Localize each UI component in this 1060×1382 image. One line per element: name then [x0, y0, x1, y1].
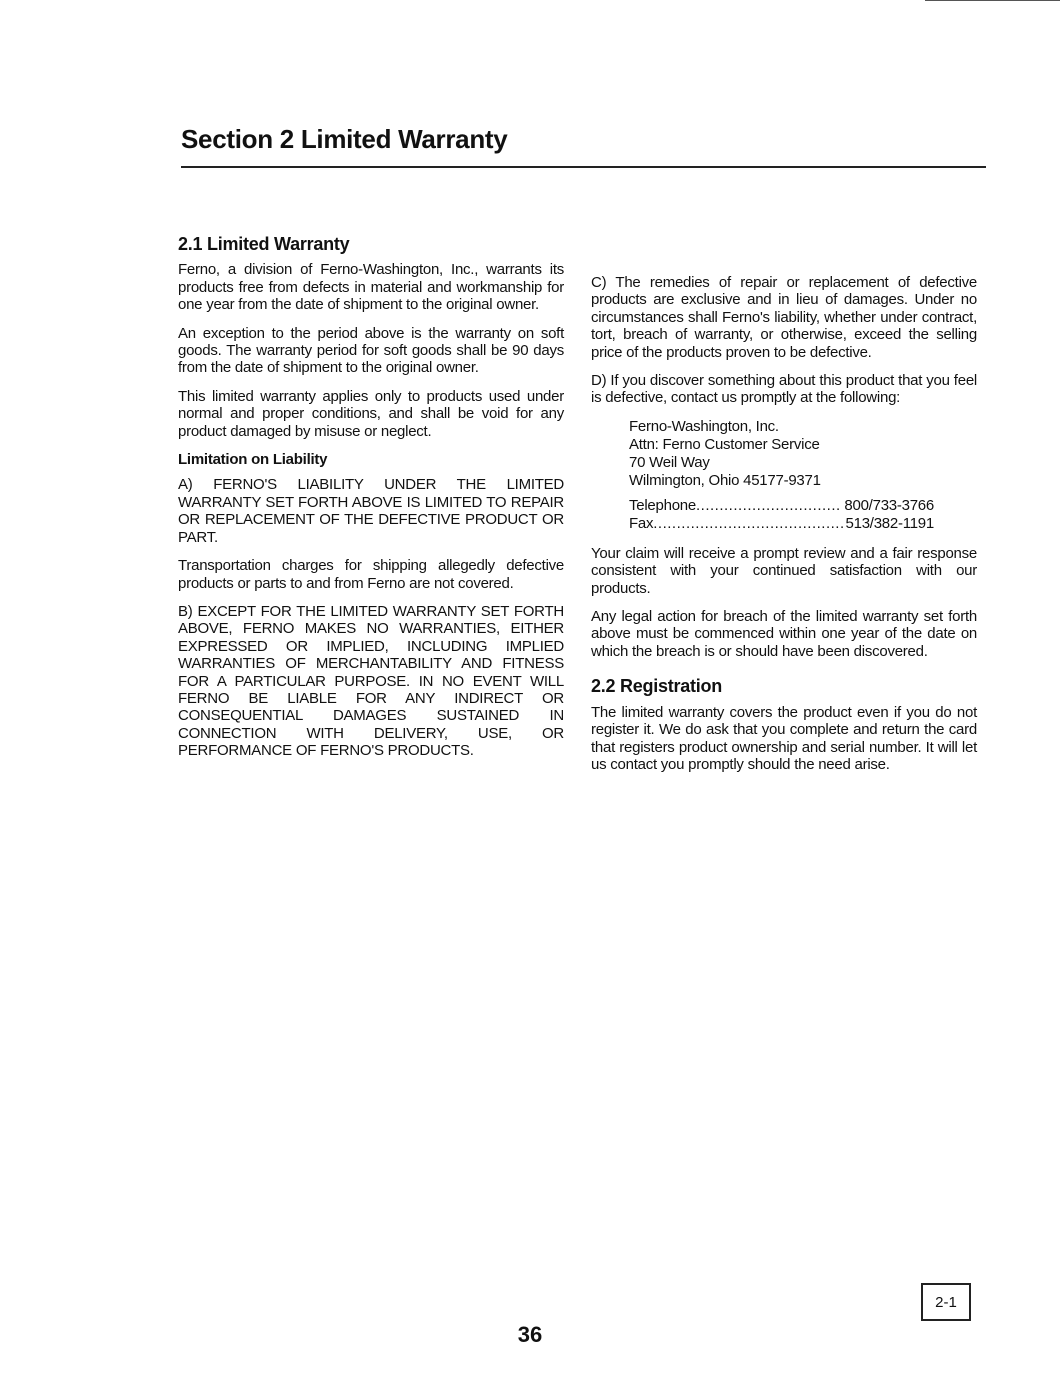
top-edge-rule [925, 0, 1060, 1]
mailing-address [629, 418, 977, 490]
right-column [591, 274, 977, 784]
registration-paragraph: The limited warranty covers the product even if you do not register it. We do ask that you complete and return the card that registers product ownership and serial number. It will let us contact you promptly should the need arise. [591, 703, 977, 773]
transportation-paragraph: Transportation charges for shipping allegedly defective products or parts to and from Ferno are not covered. [178, 557, 564, 592]
address-line-street: 70 Weil Way [629, 453, 710, 471]
registration-heading: 2.2 Registration [591, 676, 723, 697]
contact-d-paragraph: D) If you discover something about this product that you feel is defective, contact us promptly at the following: [591, 372, 977, 407]
address-line-city: Wilmington, Ohio 45177-9371 [629, 471, 821, 489]
remedies-c-paragraph: C) The remedies of repair or replacement of defective products are exclusive and in lieu of damages. Under no circumstances shall Ferno's liability, whether under contract, tort, breach of warranty, or otherwise, exceed the selling price of the products proven to be defective. [591, 274, 977, 361]
limited-warranty-heading: 2.1 Limited Warranty [178, 234, 350, 254]
address-line-company: Ferno-Washington, Inc. [629, 417, 779, 435]
contact-numbers [629, 497, 934, 533]
dot-leader [696, 497, 842, 515]
section-title-rule [181, 166, 986, 168]
liability-heading: Limitation on Liability [178, 451, 328, 469]
section-title: Section 2 Limited Warranty [181, 124, 508, 154]
page-number: 36 [517, 1322, 543, 1347]
fax-row [629, 515, 934, 533]
liability-b-paragraph: B) EXCEPT FOR THE LIMITED WARRANTY SET FORTH ABOVE, FERNO MAKES NO WARRANTIES, EITHER EXPRESSED OR IMPLIED, INCLUDING IMPLIED WARRANTIES OF MERCHANTABILITY AND FITNESS FOR A PARTICULAR PURPOSE. IN NO EVENT WILL FERNO BE LIABLE FOR ANY INDIRECT OR CONSEQUENTIAL DAMAGES SUSTAINED IN CONNECTION WITH DELIVERY, USE, OR PERFORMANCE OF FERNO'S PRODUCTS. [178, 602, 564, 760]
fax-number: 513/382-1191 [845, 514, 934, 532]
soft-goods-paragraph: An exception to the period above is the warranty on soft goods. The warranty period for soft goods shall be 90 days from the date of shipment to the original owner. [178, 324, 564, 377]
telephone-label: Telephone [629, 496, 696, 514]
liability-a-paragraph: A) FERNO'S LIABILITY UNDER THE LIMITED WARRANTY SET FORTH ABOVE IS LIMITED TO REPAIR OR REPLACEMENT OF THE DEFECTIVE PRODUCT OR PART. [178, 476, 564, 546]
fax-label: Fax [629, 514, 654, 532]
dot-leader [653, 515, 843, 533]
address-line-attention: Attn: Ferno Customer Service [629, 435, 820, 453]
legal-action-paragraph: Any legal action for breach of the limited warranty set forth above must be commenced within one year of the date on which the breach is or should have been discovered. [591, 608, 977, 660]
section-page-label: 2-1 [921, 1283, 971, 1321]
telephone-number: 800/733-3766 [844, 496, 934, 514]
warranty-paragraph: Ferno, a division of Ferno-Washington, Inc., warrants its products free from defects in material and workmanship for one year from the date of shipment to the original owner. [178, 261, 564, 314]
left-column [178, 236, 564, 771]
telephone-row [629, 497, 934, 515]
conditions-paragraph: This limited warranty applies only to products used under normal and proper conditions, and shall be void for any product damaged by misuse or neglect. [178, 387, 564, 440]
claim-paragraph: Your claim will receive a prompt review and a fair response consistent with your continued satisfaction with our products. [591, 544, 977, 597]
